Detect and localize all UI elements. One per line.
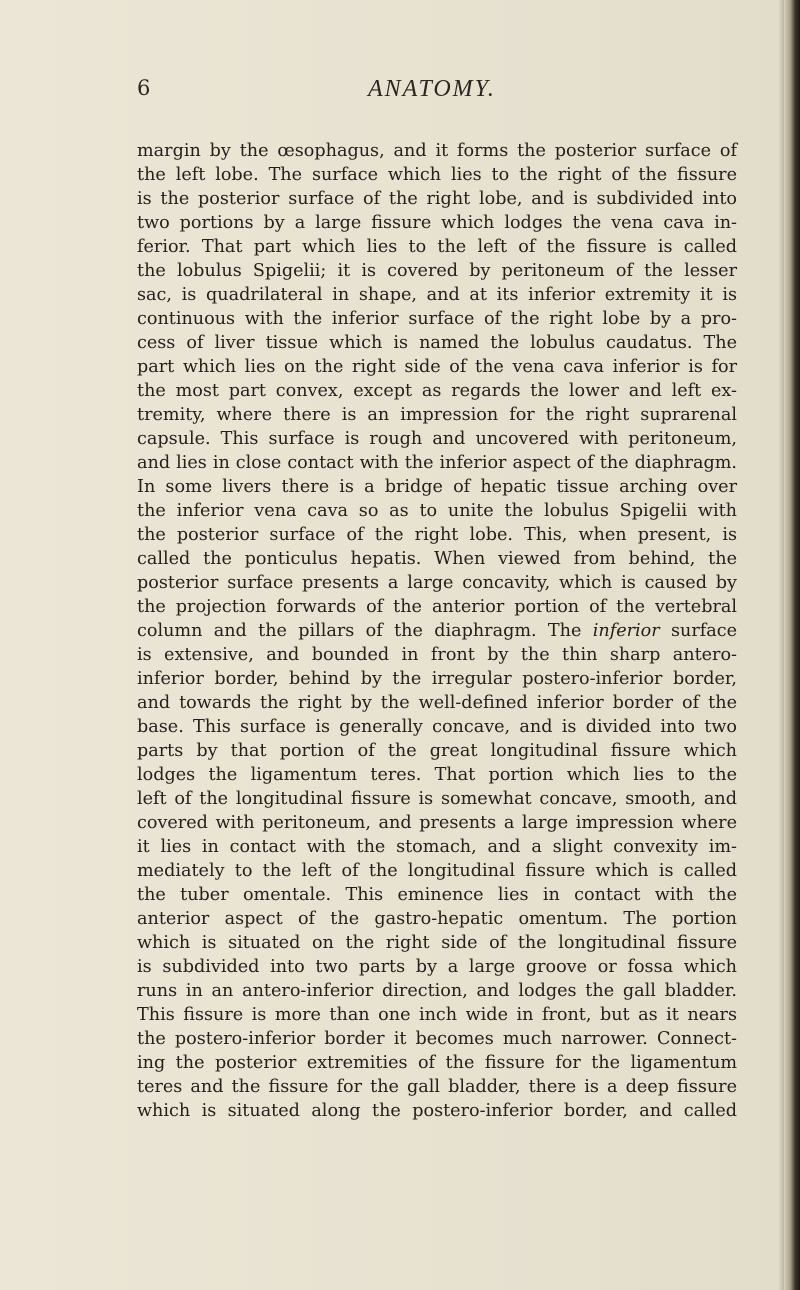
text-line: which is situated along the postero-inferior border, and called [137, 1101, 737, 1121]
text-line: it lies in contact with the stomach, and a slight convexity im- [137, 837, 737, 857]
text-line: This fissure is more than one inch wide in front, but as it nears [137, 1005, 737, 1025]
italic-term: inferior [592, 621, 660, 641]
text-line: runs in an antero-inferior direction, and lodges the gall bladder. [137, 981, 737, 1001]
text-line: base. This surface is generally concave, and is divided into two [137, 717, 737, 737]
text-line: part which lies on the right side of the vena cava inferior is for [137, 357, 737, 377]
text-line: continuous with the inferior surface of the right lobe by a pro- [137, 309, 737, 329]
text-line: margin by the œsophagus, and it forms the posterior surface of [137, 141, 737, 161]
text-line-with-italic [137, 619, 737, 643]
text-line: lodges the ligamentum teres. That portion which lies to the [137, 765, 737, 785]
text-line: called the ponticulus hepatis. When viewed from behind, the [137, 549, 737, 569]
text-line: which is situated on the right side of the longitudinal fissure [137, 933, 737, 953]
body-text [137, 139, 737, 1123]
page-header [0, 74, 800, 114]
text-line: teres and the fissure for the gall bladder, there is a deep fissure [137, 1077, 737, 1097]
text-line: is subdivided into two parts by a large groove or fossa which [137, 957, 737, 977]
text-line: the most part convex, except as regards the lower and left ex- [137, 381, 737, 401]
text-line: is the posterior surface of the right lobe, and is subdivided into [137, 189, 737, 209]
text-line: capsule. This surface is rough and uncovered with peritoneum, [137, 429, 737, 449]
text-line: tremity, where there is an impression for the right suprarenal [137, 405, 737, 425]
text-line: mediately to the left of the longitudinal fissure which is called [137, 861, 737, 881]
page-number: 6 [137, 76, 151, 100]
running-title: ANATOMY. [368, 76, 496, 102]
text-line: two portions by a large fissure which lodges the vena cava in- [137, 213, 737, 233]
text-line: is extensive, and bounded in front by the thin sharp antero- [137, 645, 737, 665]
text-line: cess of liver tissue which is named the lobulus caudatus. The [137, 333, 737, 353]
text-line: and lies in close contact with the inferior aspect of the diaphragm. [137, 453, 737, 473]
text-line: inferior border, behind by the irregular postero-inferior border, [137, 669, 737, 689]
text-line: the projection forwards of the anterior portion of the vertebral [137, 597, 737, 617]
text-line: left of the longitudinal fissure is somewhat concave, smooth, and [137, 789, 737, 809]
text-line: covered with peritoneum, and presents a large impression where [137, 813, 737, 833]
text-line: and towards the right by the well-defined inferior border of the [137, 693, 737, 713]
text-line: ferior. That part which lies to the left of the fissure is called [137, 237, 737, 257]
text-line: the left lobe. The surface which lies to the right of the fissure [137, 165, 737, 185]
page-edge [784, 0, 800, 1290]
text-line: parts by that portion of the great longitudinal fissure which [137, 741, 737, 761]
text-segment: column and the pillars of the diaphragm. The [137, 621, 582, 641]
text-line: the lobulus Spigelii; it is covered by peritoneum of the lesser [137, 261, 737, 281]
text-line: anterior aspect of the gastro-hepatic omentum. The portion [137, 909, 737, 929]
text-line: the tuber omentale. This eminence lies in contact with the [137, 885, 737, 905]
text-line: In some livers there is a bridge of hepatic tissue arching over [137, 477, 737, 497]
text-segment: surface [670, 621, 738, 641]
text-line: posterior surface presents a large concavity, which is caused by [137, 573, 737, 593]
text-line: sac, is quadrilateral in shape, and at its inferior extremity it is [137, 285, 737, 305]
text-line: ing the posterior extremities of the fissure for the ligamentum [137, 1053, 737, 1073]
text-line: the posterior surface of the right lobe. This, when present, is [137, 525, 737, 545]
text-line: the postero-inferior border it becomes much narrower. Connect- [137, 1029, 737, 1049]
text-line: the inferior vena cava so as to unite the lobulus Spigelii with [137, 501, 737, 521]
